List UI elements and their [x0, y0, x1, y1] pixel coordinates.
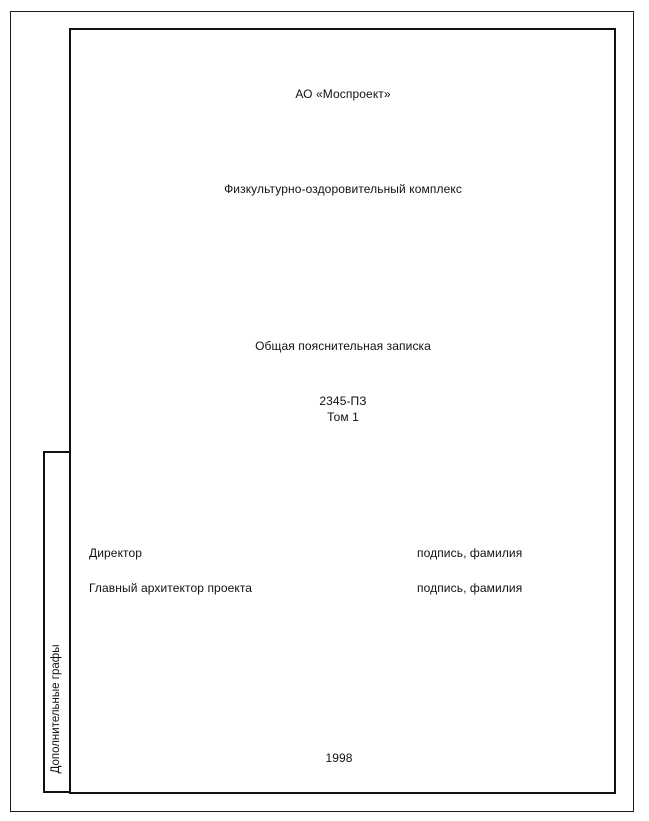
chief-architect-role: Главный архитектор проекта [89, 581, 253, 595]
document-title: Общая пояснительная записка [255, 339, 431, 353]
chief-architect-signature: подпись, фамилия [417, 581, 523, 595]
director-role: Директор [89, 546, 143, 560]
project-name: Физкультурно-оздоровительный комплекс [224, 182, 462, 196]
document-code: 2345-ПЗ [319, 394, 367, 408]
document-year: 1998 [325, 751, 353, 765]
volume-number: Том 1 [327, 410, 359, 424]
director-signature: подпись, фамилия [417, 546, 523, 560]
organization-name: АО «Моспроект» [295, 87, 391, 101]
additional-columns-label: Дополнительные графы [50, 644, 62, 774]
